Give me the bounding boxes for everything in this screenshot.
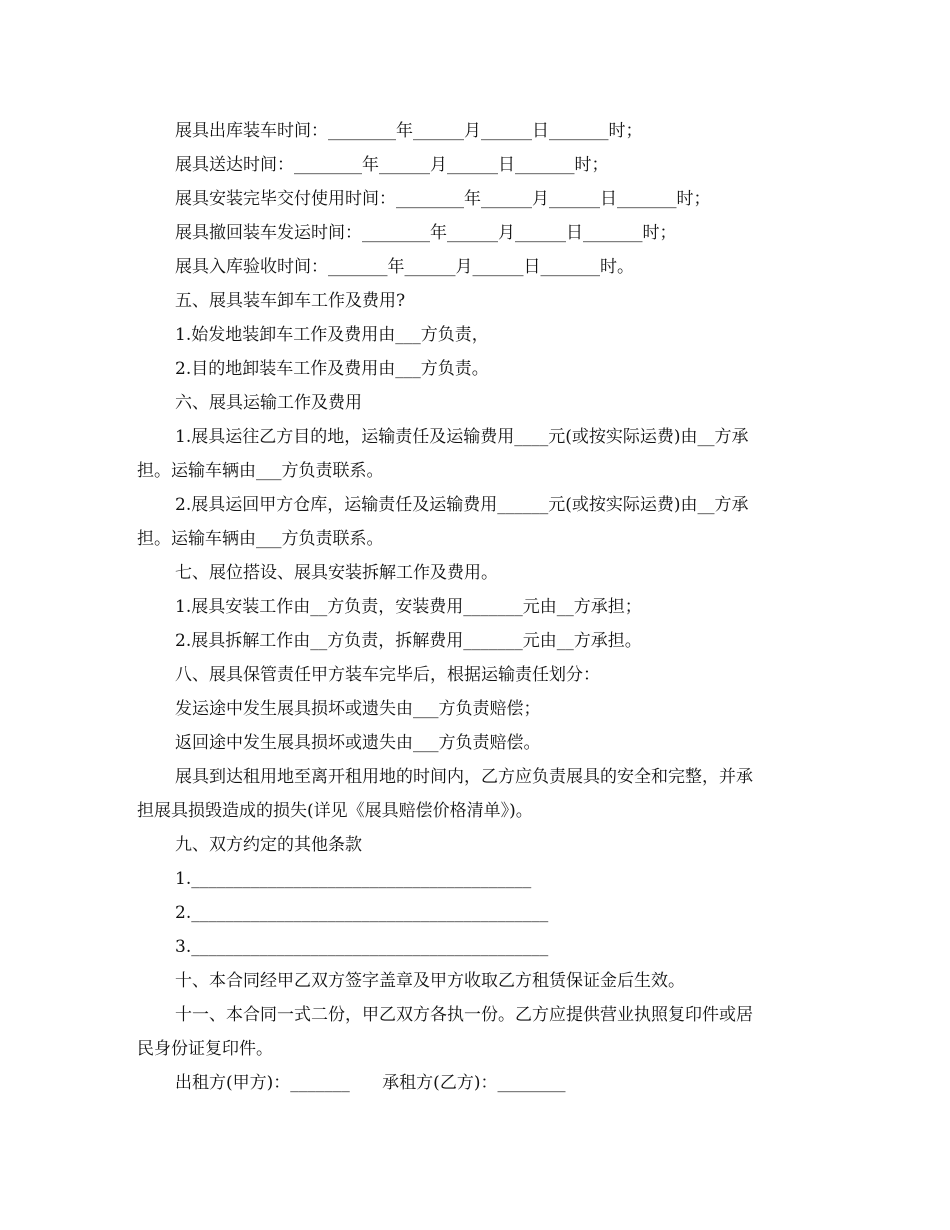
- section-8-return: 返回途中发生展具损坏或遗失由___方负责赔偿。: [175, 733, 541, 753]
- equipment-return-loading-time: 展具撤回装车发运时间：________年______月______日_______时；: [175, 223, 677, 243]
- section-6-item-1: 1.展具运往乙方目的地，运输责任及运输费用____元(或按实际运费)由__方承: [175, 427, 749, 447]
- section-9-heading: 九、双方约定的其他条款: [175, 835, 362, 855]
- signature-line: 出租方(甲方)：_______ 承租方(乙方)：________: [175, 1073, 566, 1093]
- section-8-paragraph: 展具到达租用地至离开租用地的时间内，乙方应负责展具的安全和完整，并承: [175, 767, 753, 787]
- section-8-paragraph-cont: 担展具损毁造成的损失(详见《展具赔偿价格清单》)。: [137, 801, 533, 821]
- equipment-installation-handover-time: 展具安装完毕交付使用时间：________年______月______日_______时；: [175, 189, 711, 209]
- section-6-item-2-cont: 担。运输车辆由___方负责联系。: [137, 529, 384, 549]
- section-7-heading: 七、展位搭设、展具安装拆解工作及费用。: [175, 563, 498, 583]
- section-9-item-3: 3.__________________________________________: [175, 937, 549, 957]
- section-7-item-2: 2.展具拆解工作由__方负责，拆解费用_______元由__方承担。: [175, 631, 642, 651]
- equipment-warehouse-acceptance-time: 展具入库验收时间：_______年______月______日_______时。: [175, 257, 634, 277]
- section-8-heading: 八、展具保管责任甲方装车完毕后，根据运输责任划分：: [175, 665, 600, 685]
- section-6-heading: 六、展具运输工作及费用: [175, 393, 362, 413]
- section-6-item-2: 2.展具运回甲方仓库，运输责任及运输费用______元(或按实际运费)由__方承: [175, 495, 749, 515]
- section-11: 十一、本合同一式二份，甲乙双方各执一份。乙方应提供营业执照复印件或居: [175, 1005, 753, 1025]
- section-9-item-2: 2.__________________________________________: [175, 903, 549, 923]
- section-5-item-2: 2.目的地卸装车工作及费用由___方负责。: [175, 359, 489, 379]
- section-6-item-1-cont: 担。运输车辆由___方负责联系。: [137, 461, 384, 481]
- section-11-cont: 民身份证复印件。: [137, 1039, 273, 1059]
- equipment-delivery-time: 展具送达时间：________年______月______日_______时；: [175, 155, 609, 175]
- section-8-outbound: 发运途中发生展具损坏或遗失由___方负责赔偿；: [175, 699, 541, 719]
- section-7-item-1: 1.展具安装工作由__方负责，安装费用_______元由__方承担；: [175, 597, 642, 617]
- equipment-outbound-loading-time: 展具出库装车时间：________年______月______日_______时；: [175, 121, 643, 141]
- section-9-item-1: 1.________________________________________: [175, 869, 532, 889]
- section-10: 十、本合同经甲乙双方签字盖章及甲方收取乙方租赁保证金后生效。: [175, 971, 685, 991]
- section-5-heading: 五、展具装车卸车工作及费用?: [175, 291, 406, 311]
- section-5-item-1: 1.始发地装卸车工作及费用由___方负责，: [175, 325, 489, 345]
